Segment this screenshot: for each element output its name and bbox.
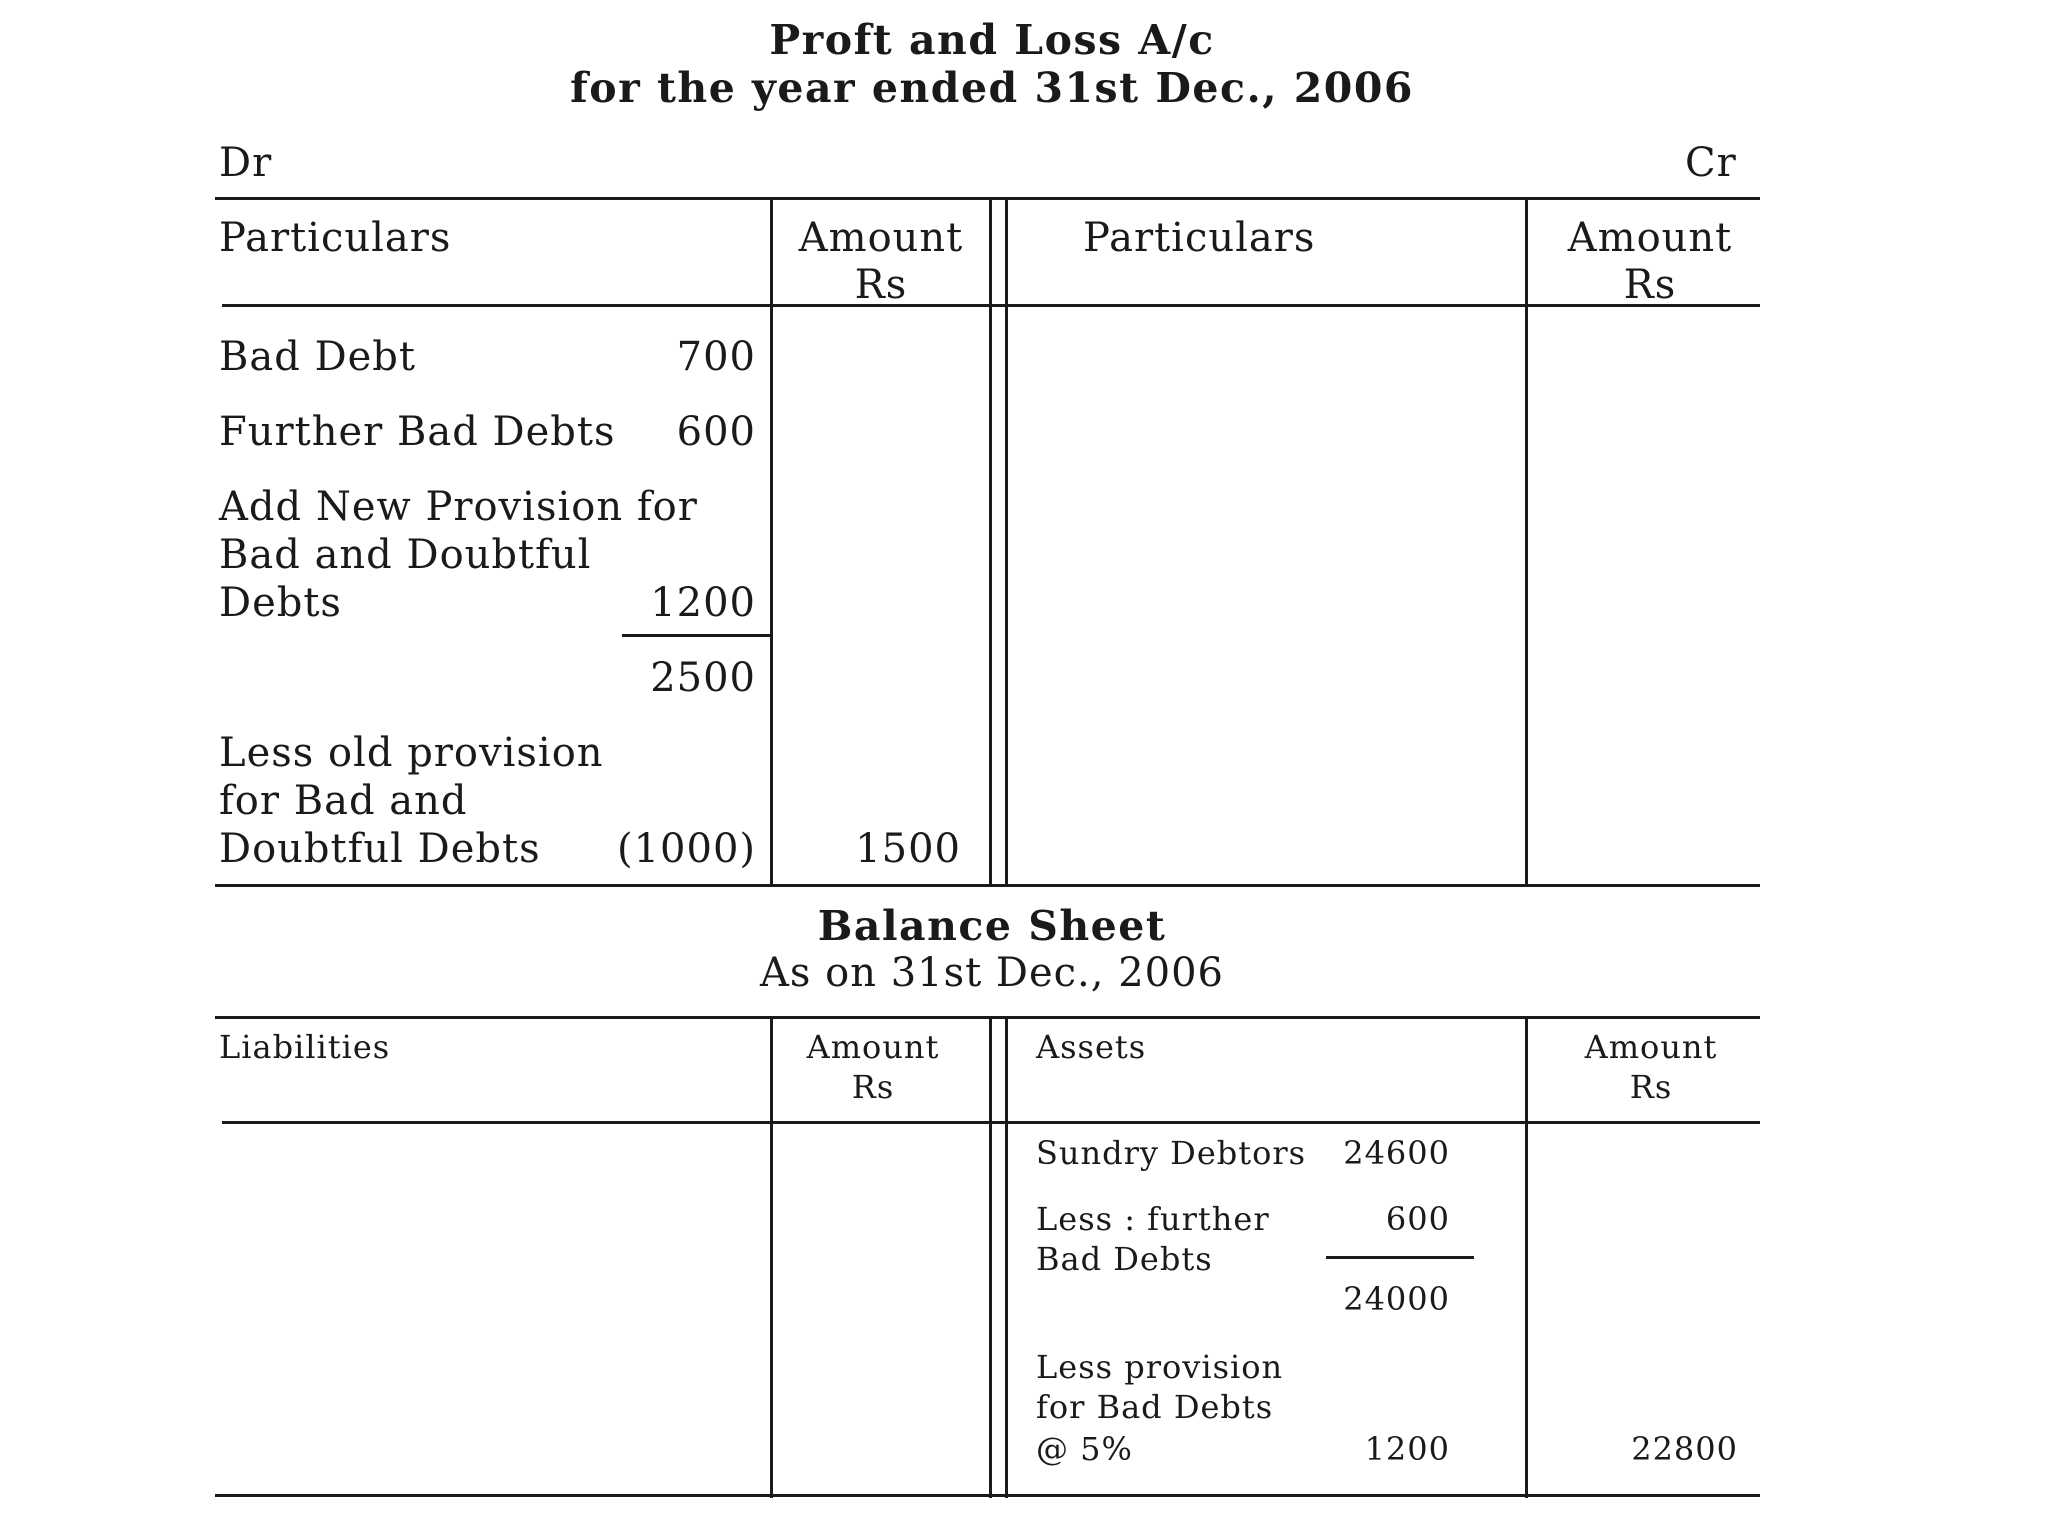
bs-divider-1: [770, 1016, 773, 1498]
row-sundry-debtors-value: 24600: [1343, 1134, 1450, 1172]
row-further-bad-debts: Further Bad Debts: [219, 409, 616, 455]
pl-subtitle: for the year ended 31st Dec., 2006: [570, 64, 1414, 112]
bs-title: Balance Sheet: [817, 902, 1167, 950]
bs-top-rule: [215, 1016, 1760, 1019]
row-bad-debt-value: 700: [676, 334, 756, 380]
row-provision-line2: for Bad Debts: [1036, 1388, 1274, 1426]
bs-header-amount-right: Amount: [1584, 1028, 1718, 1066]
row-old-provision-line2: for Bad and: [219, 778, 468, 824]
dr-label: Dr: [219, 140, 273, 186]
bs-bottom-rule: [215, 1494, 1760, 1497]
row-less-further-line2: Bad Debts: [1036, 1240, 1213, 1278]
row-subtotal-value: 2500: [650, 655, 756, 701]
row-less-further-line1: Less : further: [1036, 1200, 1270, 1238]
row-provision-value: 1200: [1364, 1430, 1450, 1468]
pl-divider-2b: [1005, 197, 1008, 887]
row-bad-debt: Bad Debt: [219, 334, 416, 380]
pl-header-amount-right: Amount: [1567, 215, 1733, 261]
bs-header-assets: Assets: [1036, 1028, 1147, 1066]
row-old-provision-value: (1000): [616, 826, 756, 872]
row-further-bad-debts-value: 600: [676, 409, 756, 455]
pl-header-amount-left-unit: Rs: [854, 262, 908, 308]
bs-divider-3: [1525, 1016, 1528, 1498]
bs-header-amount-left: Amount: [806, 1028, 940, 1066]
pl-title: Proft and Loss A/c: [769, 16, 1215, 64]
bs-subtotal-rule: [1326, 1256, 1474, 1259]
bs-header-amount-right-unit: Rs: [1629, 1068, 1673, 1106]
row-net-amount: 1500: [855, 826, 961, 872]
pl-subtotal-rule: [622, 634, 772, 637]
row-provision-line1: Less provision: [1036, 1348, 1284, 1386]
bs-divider-2a: [989, 1016, 992, 1498]
row-new-provision-line3: Debts: [219, 580, 342, 626]
row-provision-line3: @ 5%: [1036, 1430, 1133, 1468]
bs-header-liabilities: Liabilities: [219, 1028, 391, 1066]
row-less-further-value: 600: [1385, 1200, 1450, 1238]
pl-bottom-rule: [215, 884, 1760, 887]
pl-divider-2a: [989, 197, 992, 887]
row-old-provision-line1: Less old provision: [219, 730, 604, 776]
pl-top-rule: [215, 197, 1760, 200]
pl-divider-3: [1525, 197, 1528, 887]
row-final-amount: 22800: [1631, 1430, 1738, 1468]
bs-header-amount-left-unit: Rs: [851, 1068, 895, 1106]
row-net-debtors-value: 24000: [1343, 1280, 1450, 1318]
row-new-provision-value: 1200: [650, 580, 756, 626]
row-new-provision-line1: Add New Provision for: [219, 484, 698, 530]
row-old-provision-line3: Doubtful Debts: [219, 826, 541, 872]
pl-header-amount-left: Amount: [798, 215, 964, 261]
row-sundry-debtors: Sundry Debtors: [1036, 1134, 1307, 1172]
pl-divider-1: [770, 197, 773, 887]
bs-divider-2b: [1005, 1016, 1008, 1498]
pl-header-particulars-left: Particulars: [219, 215, 452, 261]
pl-header-amount-right-unit: Rs: [1623, 262, 1677, 308]
cr-label: Cr: [1685, 140, 1737, 186]
bs-subtitle: As on 31st Dec., 2006: [760, 950, 1224, 996]
pl-header-particulars-right: Particulars: [1083, 215, 1316, 261]
row-new-provision-line2: Bad and Doubtful: [219, 532, 592, 578]
